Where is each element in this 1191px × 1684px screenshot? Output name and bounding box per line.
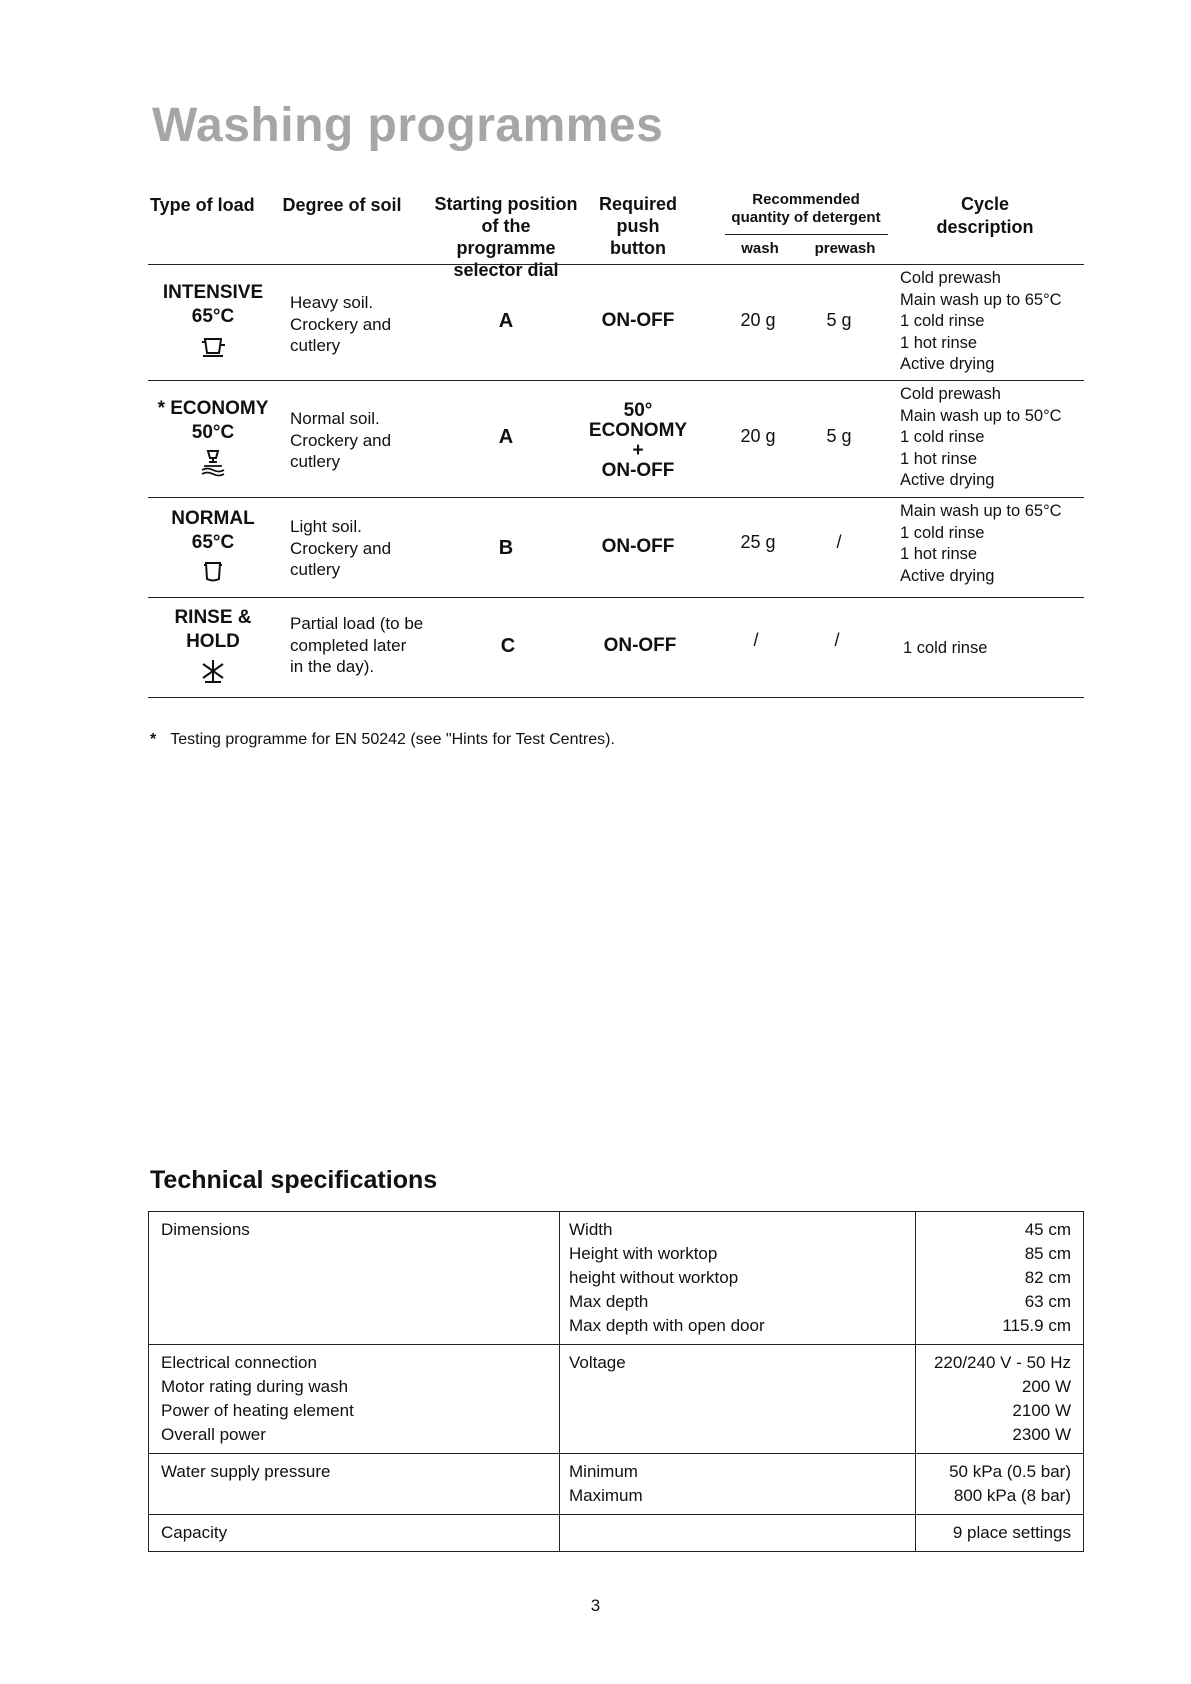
- wash-amount: 20 g: [740, 310, 776, 330]
- footnote-text: Testing programme for EN 50242 (see "Hints for Test Centres).: [170, 731, 615, 748]
- header-wash: wash: [741, 240, 779, 257]
- load-type: RINSE & HOLD: [148, 606, 278, 684]
- spec-value: 50 kPa (0.5 bar) 800 kPa (8 bar): [916, 1454, 1084, 1515]
- cycle-description: 1 cold rinse: [903, 639, 988, 657]
- table-row: [149, 1345, 1084, 1454]
- table-bottom-rule: [148, 697, 1084, 698]
- spec-parameter: Minimum Maximum: [560, 1454, 916, 1515]
- cycle-description: Cold prewash Main wash up to 65°C 1 cold rinse 1 hot rinse Active drying: [900, 269, 1062, 373]
- spec-parameter: Voltage: [560, 1345, 916, 1454]
- page-title: Washing programmes: [152, 99, 664, 152]
- table-row: [148, 597, 1084, 697]
- starting-position: C: [500, 635, 516, 657]
- header-divider: [725, 234, 888, 235]
- specs-title: Technical specifications: [150, 1166, 438, 1194]
- table-row: [148, 264, 1084, 380]
- header-starting-position: Starting position of the programme selector dial: [434, 194, 578, 280]
- cycle-description: Main wash up to 65°C 1 cold rinse 1 hot rinse Active drying: [900, 502, 1062, 585]
- table-row: [149, 1212, 1084, 1345]
- page-number: 3: [590, 1596, 601, 1615]
- spec-value: 220/240 V - 50 Hz 200 W 2100 W 2300 W: [916, 1345, 1084, 1454]
- header-push-button: Required push button: [598, 194, 677, 258]
- load-type: NORMAL 65°C: [148, 507, 278, 583]
- spec-parameter: [560, 1515, 916, 1552]
- header-prewash: prewash: [814, 240, 876, 257]
- specs-table: [148, 1211, 1084, 1552]
- spec-value: 9 place settings: [916, 1515, 1084, 1552]
- spec-category: Dimensions: [149, 1212, 560, 1345]
- prewash-amount: 5 g: [826, 310, 852, 330]
- footnote-star: *: [150, 731, 157, 748]
- programmes-header: [148, 190, 1084, 280]
- prewash-amount: 5 g: [826, 426, 852, 446]
- push-button-label: 50° ECONOMY + ON-OFF: [588, 400, 688, 481]
- snowflake-icon: [200, 658, 226, 684]
- spec-category: Water supply pressure: [149, 1454, 560, 1515]
- header-cycle-description: Cycle description: [936, 194, 1034, 237]
- soil-description: Heavy soil. Crockery and cutlery: [290, 293, 392, 355]
- starting-position: A: [498, 426, 514, 448]
- load-type: INTENSIVE 65°C: [148, 281, 278, 359]
- prewash-amount: /: [834, 630, 840, 650]
- cup-icon: [201, 559, 225, 583]
- footnote: [150, 731, 615, 749]
- pot-icon: [200, 333, 226, 359]
- push-button-label: ON-OFF: [601, 310, 675, 331]
- soil-description: Partial load (to be completed later in the day).: [290, 614, 424, 676]
- spec-category: Capacity: [149, 1515, 560, 1552]
- wash-amount: 25 g: [740, 532, 776, 552]
- push-button-label: ON-OFF: [603, 635, 677, 656]
- wash-amount: 20 g: [740, 426, 776, 446]
- programmes-table: [148, 190, 1084, 698]
- spec-category: Electrical connection Motor rating during wash Power of heating element Overall power: [149, 1345, 560, 1454]
- spec-parameter: Width Height with worktop height without worktop Max depth Max depth with open door: [560, 1212, 916, 1345]
- glasses-icon: [200, 449, 226, 477]
- spec-value: 45 cm 85 cm 82 cm 63 cm 115.9 cm: [916, 1212, 1084, 1345]
- starting-position: A: [498, 310, 514, 332]
- load-type: * ECONOMY 50°C: [148, 397, 278, 477]
- starting-position: B: [498, 537, 514, 559]
- table-row: [148, 380, 1084, 497]
- soil-description: Normal soil. Crockery and cutlery: [290, 409, 392, 471]
- table-row: [149, 1515, 1084, 1552]
- table-row: [149, 1454, 1084, 1515]
- header-detergent: Recommended quantity of detergent: [731, 191, 881, 226]
- table-row: [148, 497, 1084, 597]
- header-degree-of-soil: Degree of soil: [282, 195, 402, 215]
- wash-amount: /: [753, 630, 759, 650]
- push-button-label: ON-OFF: [601, 536, 675, 557]
- soil-description: Light soil. Crockery and cutlery: [290, 517, 392, 579]
- prewash-amount: /: [836, 532, 842, 552]
- cycle-description: Cold prewash Main wash up to 50°C 1 cold rinse 1 hot rinse Active drying: [900, 385, 1062, 489]
- header-type-of-load: Type of load: [150, 195, 255, 215]
